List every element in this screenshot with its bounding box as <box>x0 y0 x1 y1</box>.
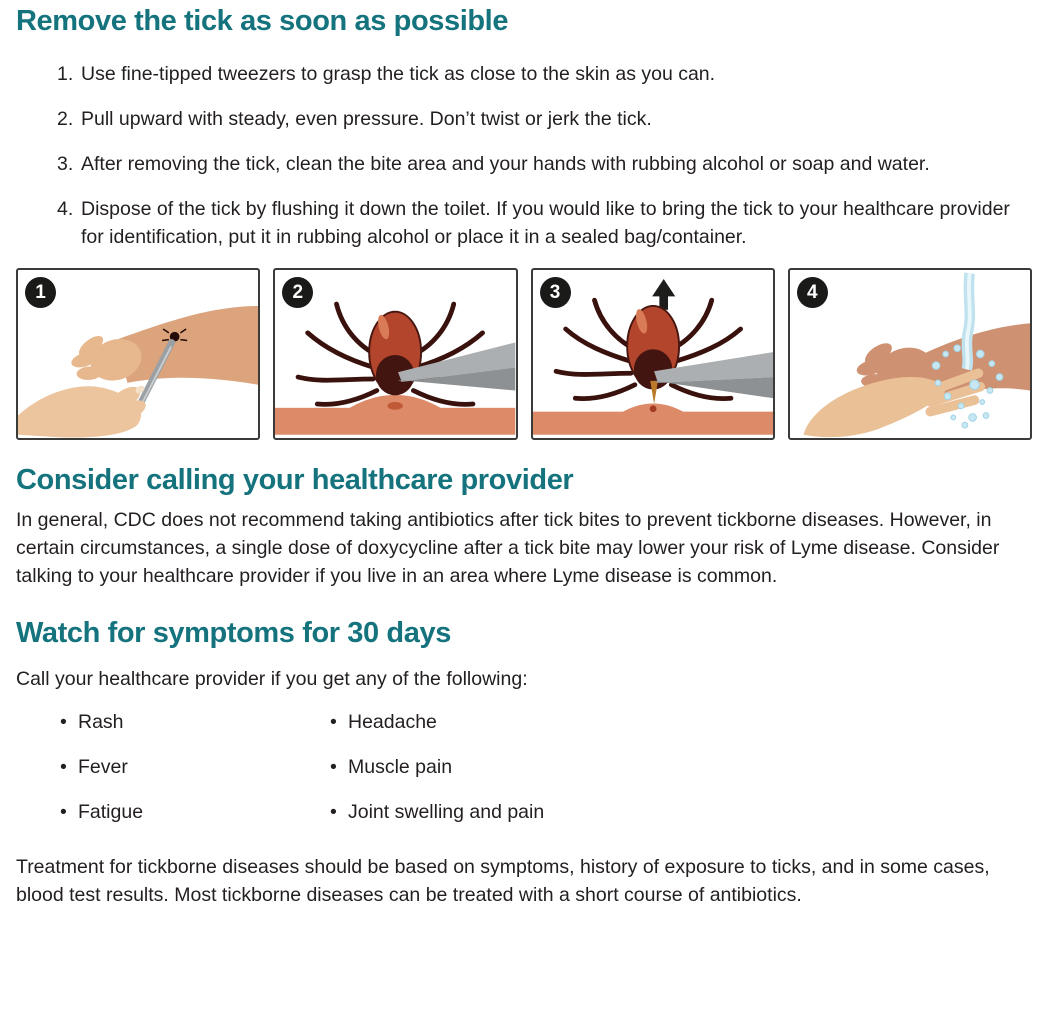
panel-step-4 <box>788 268 1032 440</box>
list-item <box>57 105 1032 133</box>
list-item <box>57 60 1032 88</box>
bullet-icon <box>60 798 78 826</box>
symptoms-list <box>60 708 1032 843</box>
step-badge: 4 <box>797 277 828 308</box>
step-badge: 1 <box>25 277 56 308</box>
list-item-number: 2. <box>57 108 74 131</box>
list-item <box>60 798 330 826</box>
water-stream-icon <box>967 274 970 370</box>
provider-paragraph: In general, CDC does not recommend taking antibiotics after tick bites to prevent tickborne diseases. However, in certain circumstances, a single dose of doxycycline after a tick bite may lower your risk of Lyme disease. Consider talking to your healthcare provider if you live in an area where Lyme disease is common. <box>16 508 1000 587</box>
symptom-label: Headache <box>348 711 437 734</box>
symptom-label: Fatigue <box>78 801 144 824</box>
step-badge: 3 <box>540 277 571 308</box>
list-item <box>330 753 544 781</box>
bullet-icon <box>330 708 348 736</box>
list-item-text: After removing the tick, clean the bite area and your hands with rubbing alcohol or soap and water. <box>81 153 930 176</box>
panel-step-2 <box>273 268 517 440</box>
removal-steps-list <box>57 60 1032 251</box>
symptoms-column-2 <box>330 708 544 843</box>
bullet-icon <box>330 798 348 826</box>
heading-call-provider: Consider calling your healthcare provider <box>16 464 574 497</box>
list-item <box>60 753 330 781</box>
list-item <box>330 798 544 826</box>
list-item-text: Dispose of the tick by flushing it down the toilet. If you would like to bring the tick to your healthcare provider for identification, put it in rubbing alcohol or place it in a sealed bag/container. <box>81 198 1010 249</box>
list-item-number: 1. <box>57 63 74 86</box>
list-item <box>60 708 330 736</box>
treatment-paragraph: Treatment for tickborne diseases should be based on symptoms, history of exposure to ticks, and in some cases, blood test results. Most tickborne diseases can be treated with a short course of antibiotics. <box>16 856 990 907</box>
symptom-label: Rash <box>78 711 124 734</box>
list-item <box>330 708 544 736</box>
list-item <box>57 195 1032 251</box>
heading-watch-symptoms: Watch for symptoms for 30 days <box>16 616 451 649</box>
heading-remove-tick: Remove the tick as soon as possible <box>16 5 509 37</box>
list-item-text: Pull upward with steady, even pressure. Don’t twist or jerk the tick. <box>81 108 652 131</box>
panel-step-1 <box>16 268 260 440</box>
step-badge: 2 <box>282 277 313 308</box>
list-item-number: 4. <box>57 198 74 221</box>
list-item <box>57 150 1032 178</box>
panel-step-3 <box>531 268 775 440</box>
illustration-panels <box>16 268 1032 440</box>
list-item-number: 3. <box>57 153 74 176</box>
list-item-text: Use fine-tipped tweezers to grasp the tick as close to the skin as you can. <box>81 63 716 86</box>
symptom-label: Fever <box>78 756 128 779</box>
bullet-icon <box>60 753 78 781</box>
symptom-label: Muscle pain <box>348 756 453 779</box>
symptoms-intro: Call your healthcare provider if you get any of the following: <box>16 668 528 691</box>
symptoms-column-1 <box>60 708 330 843</box>
bullet-icon <box>330 753 348 781</box>
symptom-label: Joint swelling and pain <box>348 801 545 824</box>
bullet-icon <box>60 708 78 736</box>
